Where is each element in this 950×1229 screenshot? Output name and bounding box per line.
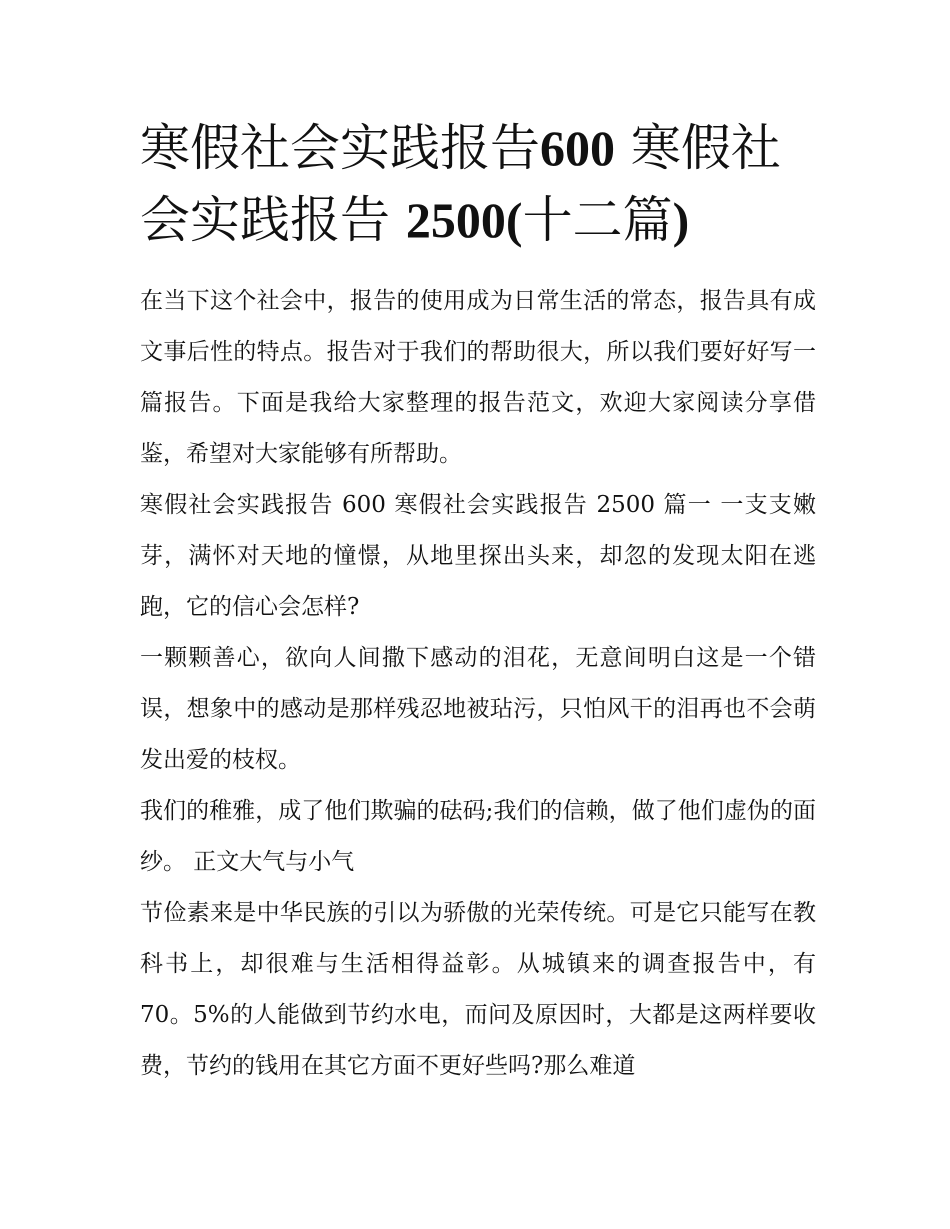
- paragraph-frugality: 节俭素来是中华民族的引以为骄傲的光荣传统。可是它只能写在教科书上，却很难与生活相得益彰。从城镇来的调查报告中，有 70。5%的人能做到节约水电，而问及原因时，大都是这两样要收费，节约的钱用在其它方面不更好些吗?那么难道: [140, 900, 816, 1079]
- paragraph-kindness: 一颗颗善心，欲向人间撒下感动的泪花，无意间明白这是一个错误，想象中的感动是那样残忍地被玷污，只怕风干的泪再也不会萌发出爱的枝杈。: [140, 645, 816, 773]
- title-text-3: 十二篇: [522, 191, 673, 249]
- title-text-1: 寒假社会实践报告: [140, 119, 540, 177]
- paragraph-intro: 在当下这个社会中，报告的使用成为日常生活的常态，报告具有成文事后性的特点。报告对于我们的帮助很大，所以我们要好好写一篇报告。下面是我给大家整理的报告范文，欢迎大家阅读分享借鉴，希望对大家能够有所帮助。: [140, 288, 816, 467]
- title-number-2: 2500(: [405, 192, 523, 248]
- title-number-1: 600: [540, 120, 615, 176]
- document-body: [140, 276, 816, 1092]
- title-text-2: 寒假社会实践报告: [140, 119, 781, 249]
- document-title: [140, 112, 820, 256]
- title-text-4: ): [672, 192, 690, 248]
- paragraph-section-one: 寒假社会实践报告 600 寒假社会实践报告 2500 篇一 一支支嫩芽，满怀对天地的憧憬，从地里探出头来，却忽的发现太阳在逃跑，它的信心会怎样?: [140, 492, 816, 620]
- paragraph-trust: 我们的稚雅，成了他们欺骗的砝码;我们的信赖，做了他们虚伪的面纱。 正文大气与小气: [140, 798, 816, 875]
